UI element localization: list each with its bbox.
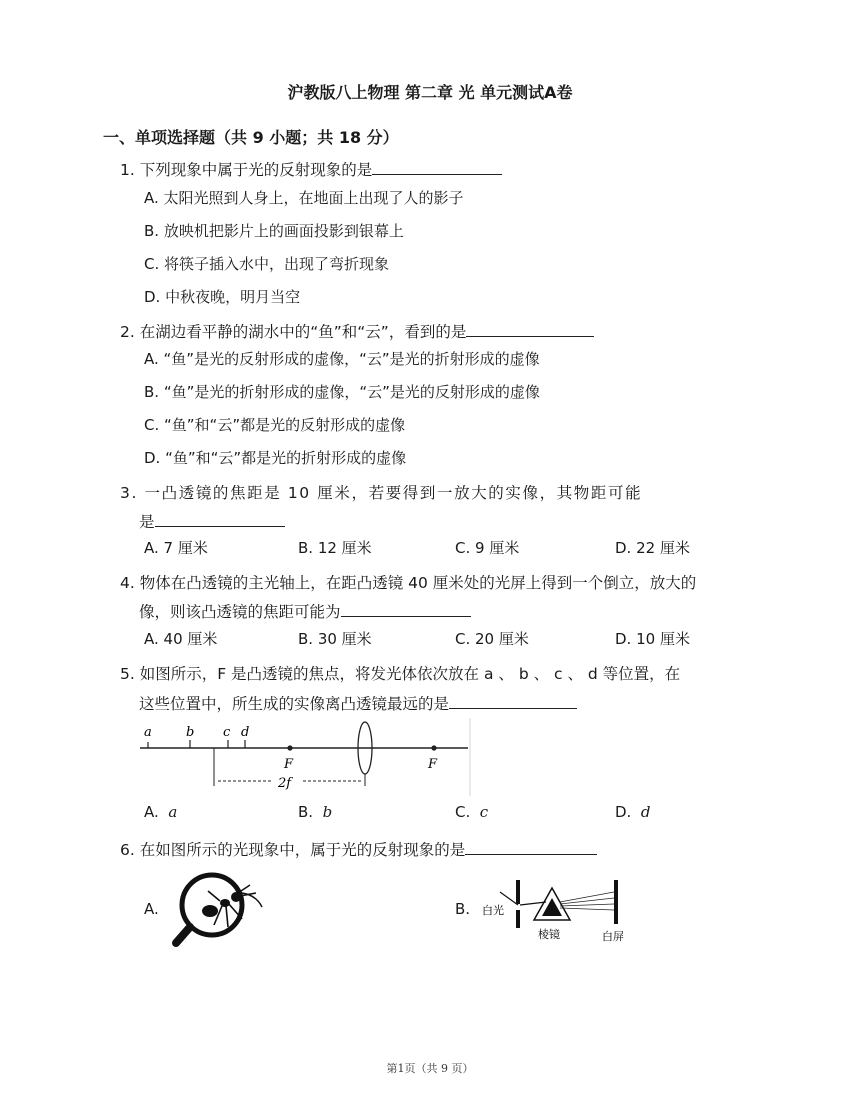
question-3-line2: 是 <box>139 510 285 532</box>
question-3-line1: 3. 一凸透镜的焦距是 10 厘米，若要得到一放大的实像，其物距可能 <box>120 484 643 502</box>
q6-option-a: A. <box>144 900 159 918</box>
page-footer: 第1页（共 9 页） <box>386 1062 474 1075</box>
q2-option-b: B. “鱼”是光的折射形成的虚像，“云”是光的反射形成的虚像 <box>144 383 540 401</box>
answer-blank <box>466 322 594 337</box>
dispersed-rays <box>560 892 614 910</box>
answer-blank <box>155 512 285 527</box>
q1-option-c: C. 将筷子插入水中，出现了弯折现象 <box>144 255 390 273</box>
q1-option-b: B. 放映机把影片上的画面投影到银幕上 <box>144 222 404 240</box>
label-f-left: F <box>284 757 294 772</box>
label-screen: 白屏 <box>602 930 624 943</box>
q3-option-a: A. 7 厘米 <box>144 539 208 557</box>
q2-option-c: C. “鱼”和“云”都是光的反射形成的虚像 <box>144 416 406 434</box>
q3-option-d: D. 22 厘米 <box>615 539 690 557</box>
q1-option-d: D. 中秋夜晚，明月当空 <box>144 288 301 306</box>
question-1-stem: 1. 下列现象中属于光的反射现象的是 <box>120 161 373 179</box>
ant-abdomen <box>202 905 218 917</box>
q4-option-d: D. 10 厘米 <box>615 630 690 648</box>
magnifier-handle <box>176 927 190 943</box>
question-5-line1: 5. 如图所示，F 是凸透镜的焦点，将发光体依次放在 a 、 b 、 c 、 d 等位置，在 <box>120 665 681 683</box>
lens-diagram <box>138 716 473 798</box>
q1-option-a: A. 太阳光照到人身上，在地面上出现了人的影子 <box>144 189 464 207</box>
q4-option-c: C. 20 厘米 <box>455 630 529 648</box>
focal-point-right <box>431 745 436 750</box>
q2-option-a: A. “鱼”是光的反射形成的虚像，“云”是光的折射形成的虚像 <box>144 350 540 368</box>
question-6 <box>120 838 597 860</box>
question-1 <box>120 158 502 180</box>
q3-option-b: B. 12 厘米 <box>298 539 372 557</box>
q5-option-d: D. d <box>615 803 651 821</box>
question-5-line2: 这些位置中，所生成的实像离凸透镜最远的是 <box>139 692 577 714</box>
q3-option-c: C. 9 厘米 <box>455 539 520 557</box>
label-2f: 2f <box>278 776 292 791</box>
magnifier-ant-image <box>170 863 270 949</box>
section-heading: 一、单项选择题（共 9 小题；共 18 分） <box>103 128 399 147</box>
q6-option-b: B. <box>455 900 471 918</box>
label-b: b <box>186 725 195 740</box>
question-6-stem: 6. 在如图所示的光现象中，属于光的反射现象的是 <box>120 841 466 859</box>
slit-top <box>516 880 520 904</box>
answer-blank <box>449 694 577 709</box>
slit-bottom <box>516 910 520 928</box>
q5-option-b: B. b <box>298 803 333 821</box>
q4-option-a: A. 40 厘米 <box>144 630 218 648</box>
answer-blank <box>372 160 502 175</box>
question-2 <box>120 320 594 342</box>
label-white-light: 白光 <box>482 904 504 917</box>
ant-head <box>231 892 241 902</box>
prism-dispersion-image <box>478 872 638 944</box>
focal-point-left <box>287 745 292 750</box>
white-screen <box>614 880 618 924</box>
label-f-right: F <box>428 757 438 772</box>
question-4-line1: 4. 物体在凸透镜的主光轴上，在距凸透镜 40 厘米处的光屏上得到一个倒立，放大的 <box>120 574 697 592</box>
label-a: a <box>144 725 152 740</box>
label-prism: 棱镜 <box>538 928 560 941</box>
answer-blank <box>465 840 597 855</box>
label-c: c <box>223 725 231 740</box>
q5-option-c: C. c <box>455 803 489 821</box>
question-4-line2: 像，则该凸透镜的焦距可能为 <box>139 600 471 622</box>
q5-option-a: A. a <box>144 803 178 821</box>
question-2-stem: 2. 在湖边看平静的湖水中的“鱼”和“云”，看到的是 <box>120 323 467 341</box>
q2-option-d: D. “鱼”和“云”都是光的折射形成的虚像 <box>144 449 407 467</box>
q4-option-b: B. 30 厘米 <box>298 630 372 648</box>
label-d: d <box>241 725 250 740</box>
answer-blank <box>341 602 471 617</box>
page-title: 沪教版八上物理 第二章 光 单元测试A卷 <box>287 83 573 102</box>
